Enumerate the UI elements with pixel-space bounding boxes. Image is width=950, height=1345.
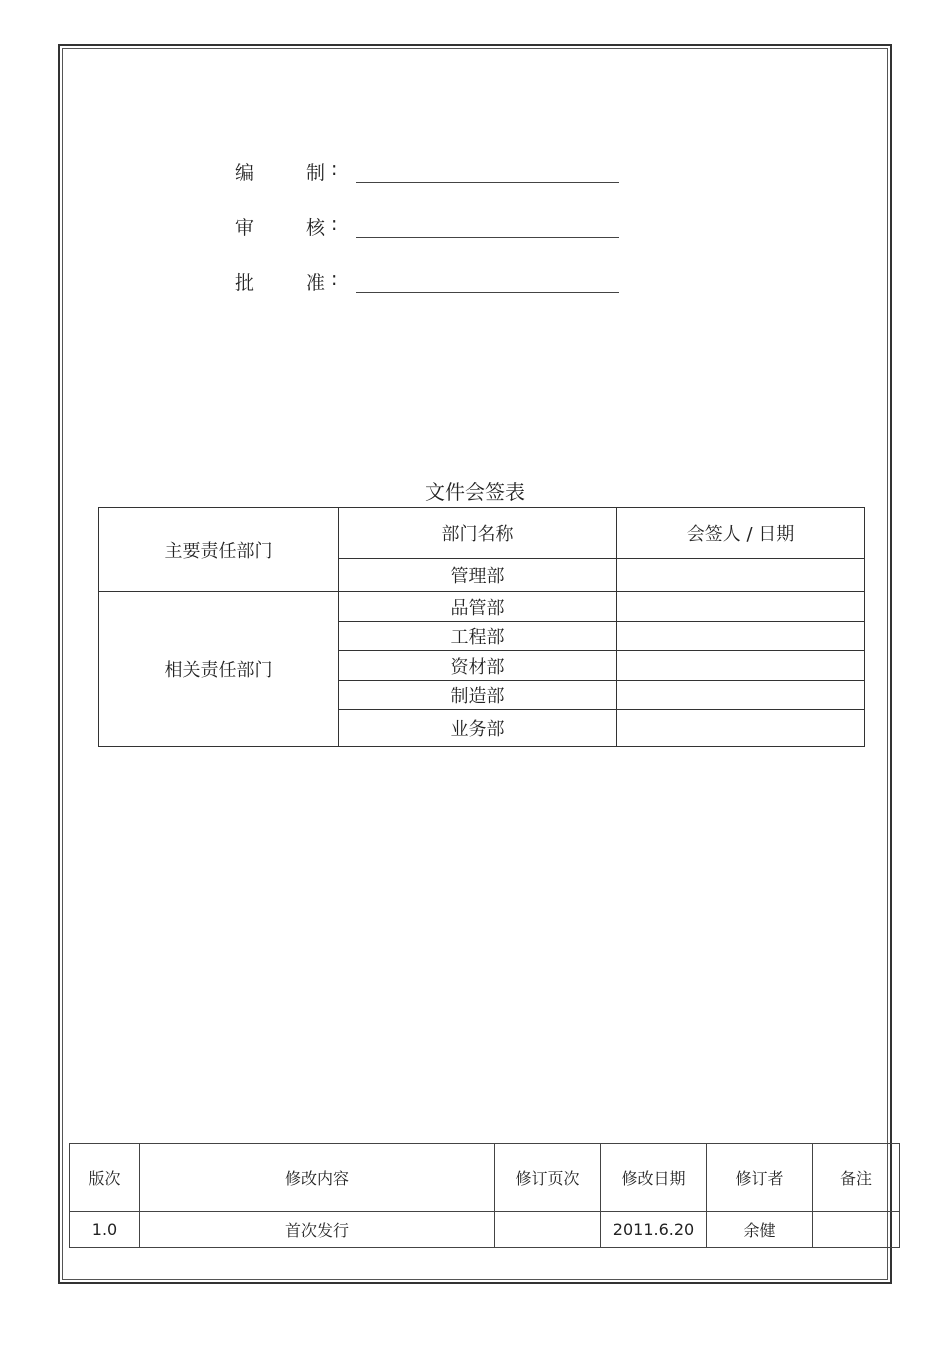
signature-label-char2: 制 <box>306 162 326 184</box>
rev-header-reviser: 修订者 <box>707 1144 813 1212</box>
rev-cell-reviser: 余健 <box>707 1212 813 1248</box>
signature-colon: : <box>331 268 338 290</box>
signer-date-cell[interactable] <box>617 651 865 681</box>
revision-table <box>69 1143 900 1248</box>
signature-label-char1: 编 <box>235 162 255 184</box>
signer-date-cell[interactable] <box>617 592 865 622</box>
rev-cell-remarks <box>813 1212 900 1248</box>
signer-date-cell[interactable] <box>617 622 865 651</box>
signer-date-cell[interactable] <box>617 681 865 710</box>
signature-colon: : <box>331 158 338 180</box>
rev-cell-content: 首次发行 <box>140 1212 495 1248</box>
countersign-title: 文件会签表 <box>425 480 525 504</box>
countersign-table <box>98 507 865 747</box>
primary-dept-label: 主要责任部门 <box>99 508 339 592</box>
rev-header-pages: 修订页次 <box>495 1144 601 1212</box>
rev-cell-date: 2011.6.20 <box>601 1212 707 1248</box>
header-dept-name: 部门名称 <box>339 508 617 559</box>
header-signer-date: 会签人 / 日期 <box>617 508 865 559</box>
table-row <box>70 1212 900 1248</box>
dept-name-cell: 工程部 <box>339 622 617 651</box>
signature-line[interactable] <box>356 237 619 238</box>
signature-label-char2: 准 <box>306 272 326 294</box>
dept-name-cell: 业务部 <box>339 710 617 747</box>
dept-name-cell: 管理部 <box>339 559 617 592</box>
dept-name-cell: 品管部 <box>339 592 617 622</box>
signature-line[interactable] <box>356 292 619 293</box>
related-dept-label: 相关责任部门 <box>99 592 339 747</box>
revision-header-row <box>70 1144 900 1212</box>
rev-header-remarks: 备注 <box>813 1144 900 1212</box>
signer-date-cell[interactable] <box>617 559 865 592</box>
rev-cell-pages <box>495 1212 601 1248</box>
rev-header-content: 修改内容 <box>140 1144 495 1212</box>
signature-label-char1: 批 <box>235 272 255 294</box>
dept-name-cell: 制造部 <box>339 681 617 710</box>
signature-label-char1: 审 <box>235 217 255 239</box>
dept-name-cell: 资材部 <box>339 651 617 681</box>
signature-label-char2: 核 <box>306 217 326 239</box>
signature-colon: : <box>331 213 338 235</box>
rev-header-version: 版次 <box>70 1144 140 1212</box>
rev-cell-version: 1.0 <box>70 1212 140 1248</box>
rev-header-date: 修改日期 <box>601 1144 707 1212</box>
signer-date-cell[interactable] <box>617 710 865 747</box>
signature-line[interactable] <box>356 182 619 183</box>
